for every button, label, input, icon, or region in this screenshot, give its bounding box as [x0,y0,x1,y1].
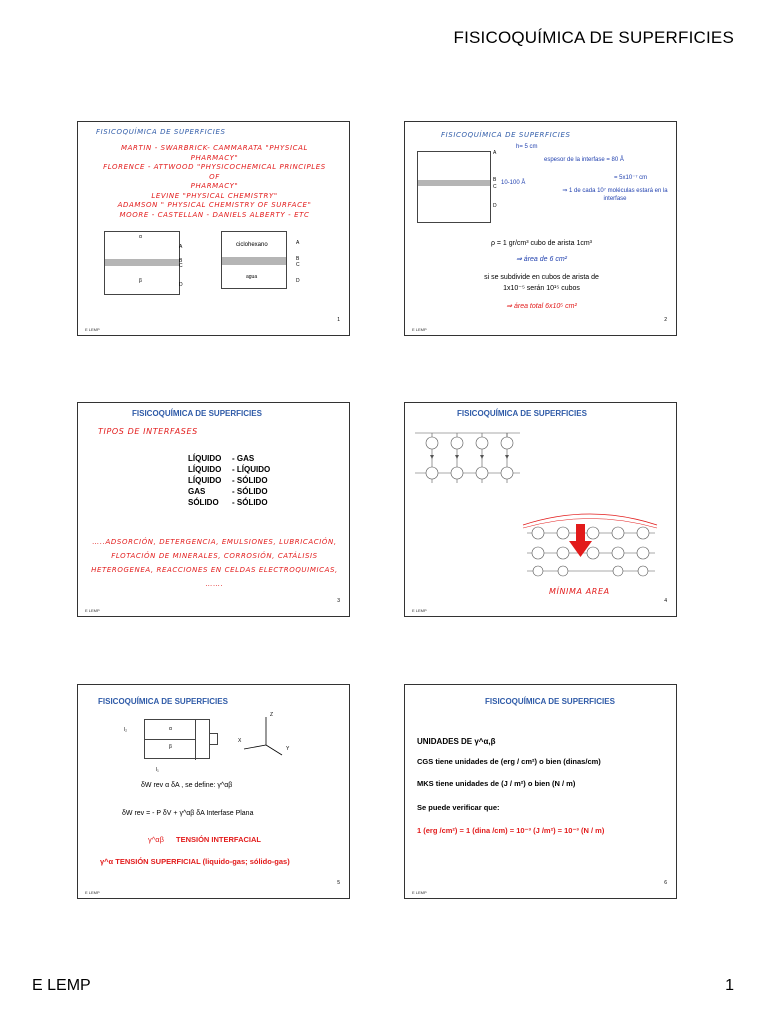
slide-number: 4 [664,598,667,604]
height-label: h= 5 cm [516,144,538,150]
thickness-label: espesor de la interfase = 80 Å [544,157,624,163]
list-item: GAS - SÓLIDO [188,487,268,496]
list-item: LÍQUIDO - LÍQUIDO [188,465,271,474]
reference-item: LEVINE "PHYSICAL CHEMISTRY" [151,191,278,200]
length-l1-label: l₁ [156,767,159,773]
subdivide-line-1: si se subdivide en cubos de arista de [484,274,599,281]
definition-line: δW rev α δA , se define: γ^αβ [141,782,233,789]
slide-title: FISICOQUÍMICA DE SUPERFICIES [485,697,615,706]
applications-line: FLOTACIÓN DE MINERALES, CORROSIÓN, CATÁLISIS [111,552,318,560]
side-label: A [493,150,497,156]
interface-types-list [188,453,270,508]
slide-footer: E LEMP [412,608,427,613]
list-item: LÍQUIDO - GAS [188,454,255,463]
slide-2 [404,121,677,336]
slide-footer: E LEMP [85,890,100,895]
interfacial-tension-label: TENSIÓN INTERFACIAL [176,835,262,844]
side-label: D [296,278,300,284]
molecule-network-diagram [405,403,677,617]
slide-number: 2 [664,317,667,323]
gamma-ab-symbol: γ^αβ [148,835,164,844]
density-line: ρ = 1 gr/cm³ cubo de arista 1cm³ [490,240,593,247]
cyclohexane-water-box [221,231,287,289]
area-6-line: ⇒ área de 6 cm² [516,256,567,263]
reference-item: PHARMACY" [190,182,239,190]
thickness-cm-label: = 5x10⁻⁷ cm [614,175,648,181]
molecules-note: ⇒ 1 de cada 10⁷ moléculas estará en la interfase [562,188,668,202]
side-label: D [493,203,497,209]
verify-line: Se puede verificar que: [417,803,500,812]
list-item: SÓLIDO - SÓLIDO [188,498,268,507]
beta-label: β [169,744,172,750]
slide-number: 5 [337,880,340,886]
work-equation: δW rev = - P δV + γ^αβ δA Interfase Plana [122,810,254,817]
piston-handle [210,733,218,745]
page-number: 1 [725,977,734,994]
arrow-down-icon [576,524,585,542]
side-label: C [296,262,300,268]
length-l2-label: l₂ [124,727,128,733]
slide-title: FISICOQUÍMICA DE SUPERFICIES [441,131,571,139]
slide-title: FISICOQUÍMICA DE SUPERFICIES [132,409,262,418]
slide-3 [77,402,350,617]
surface-tension-label: γ^α TENSIÓN SUPERFICIAL (liquido-gas; sólido-gas) [100,857,290,866]
minimum-area-caption: MÍNIMA AREA [549,587,610,596]
page-footer-author: E LEMP [32,977,91,994]
reference-item: MOORE - CASTELLAN - DANIELS ALBERTY - ETC [119,210,310,219]
subdivide-line-2: 1x10⁻⁵ serán 10¹⁵ cubos [503,285,580,292]
cgs-units-line: CGS tiene unidades de (erg / cm²) o bien (dinas/cm) [417,757,601,766]
side-label: B [179,258,183,264]
axis-y-label: Y [286,746,290,752]
interface-band [105,259,179,266]
side-label: A [296,240,300,246]
interface-band [418,180,490,186]
axis-x-label: X [238,738,242,744]
interface-band [222,257,286,265]
slide-footer: E LEMP [412,890,427,895]
cube-diagram [417,151,491,223]
slide-title: FISICOQUÍMICA DE SUPERFICIES [98,697,228,706]
references-list [98,144,331,220]
reference-item: FLORENCE - ATTWOOD "PHYSICOCHEMICAL PRINCIPLES OF [103,163,326,181]
slide-number: 3 [337,598,340,604]
side-label: A [179,244,183,250]
list-item: LÍQUIDO - SÓLIDO [188,476,268,485]
side-label: B [493,177,497,183]
total-area-line: ⇒ área total 6x10⁵ cm² [506,303,577,310]
slide-number: 6 [664,880,667,886]
mks-units-line: MKS tiene unidades de (J / m²) o bien (N / m) [417,779,576,788]
piston-diagram [144,719,210,759]
range-label: 10-100 Å [501,180,526,186]
phase-diagram-box [104,231,183,295]
alpha-label: α [169,726,172,732]
beta-label: β [139,278,142,284]
axes-icon [236,711,296,761]
applications-text [82,535,347,591]
side-label: D [179,282,183,288]
applications-line: …..ADSORCIÓN, DETERGENCIA, EMULSIONES, LUBRICACIÓN, [92,538,337,546]
slide-subtitle: TIPOS DE INTERFASES [98,427,198,436]
units-heading: UNIDADES DE γ^α,β [417,737,496,746]
slide-1 [77,121,350,336]
water-label: agua [246,274,258,280]
side-label: C [179,263,183,269]
slide-footer: E LEMP [85,327,100,332]
side-label: B [296,256,300,262]
reference-item: MARTIN - SWARBRICK- CAMMARATA "PHYSICAL PHARMACY" [121,144,308,162]
slide-5 [77,684,350,899]
side-label: C [493,184,497,190]
slide-footer: E LEMP [412,327,427,332]
slide-4 [404,402,677,617]
cyclohexane-label: ciclohexano [236,242,268,248]
axis-z-label: Z [270,712,274,718]
slide-number: 1 [337,317,340,323]
applications-line: HETEROGENEA, REACCIONES EN CELDAS ELECTROQUIMICAS, [91,566,338,574]
slide-title: FISICOQUÍMICA DE SUPERFICIES [96,128,226,136]
slide-footer: E LEMP [85,608,100,613]
slide-title: FISICOQUÍMICA DE SUPERFICIES [457,409,587,418]
page-title: FISICOQUÍMICA DE SUPERFICIES [453,28,734,47]
applications-line: ……. [205,580,224,588]
slide-6 [404,684,677,899]
equivalence-line: 1 (erg /cm²) = 1 (dina /cm) = 10⁻³ (J /m²) = 10⁻³ (N / m) [417,826,605,835]
alpha-label: α [139,234,142,240]
reference-item: ADAMSON " PHYSICAL CHEMISTRY OF SURFACE" [117,201,312,209]
